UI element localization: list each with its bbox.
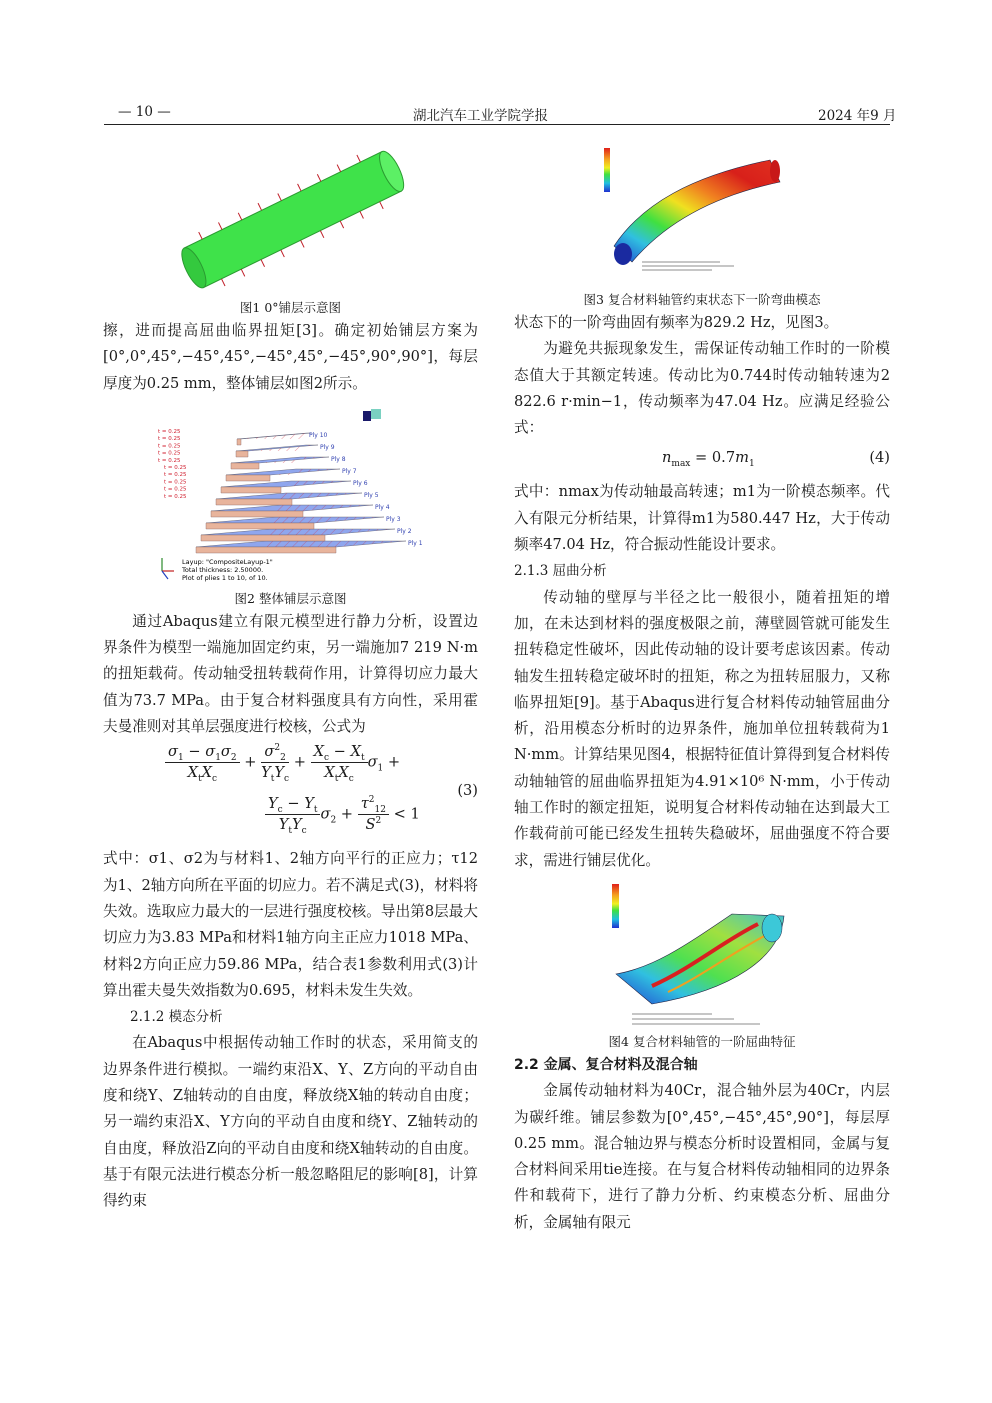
thickness-label: t = 0.25: [163, 472, 187, 479]
fig1-green-tube: [161, 134, 421, 298]
eq4-number: (4): [869, 449, 890, 467]
fig3-caption: 图3 复合材料轴管约束状态下一阶弯曲模态: [583, 292, 821, 307]
ply-label: Ply 8: [330, 455, 346, 463]
ply-hatch-9: [248, 445, 318, 451]
thickness-label: t = 0.25: [163, 493, 187, 500]
ply-hatch-2: [265, 529, 395, 535]
left-para-2: 通过Abaqus建立有限元模型进行静力分析，设置边界条件为模型一端施加固定约束，另一端施加7 219 N·m的扭矩载荷。传动轴受扭转载荷作用，计算得切应力最大值为73.7 MPa。由于复合材料强度具有方向性，采用霍夫曼准则对其单层强度进行校核，公式为: [103, 612, 478, 736]
ply-label: Ply 9: [319, 443, 335, 451]
journal-title: 湖北汽车工业学院学报: [413, 108, 548, 124]
right-column: [514, 134, 890, 1236]
fig2-layup-name: Layup: "CompositeLayup-1": [181, 557, 273, 566]
thickness-label: t = 0.25: [157, 443, 181, 450]
issue-date: 2024 年9 月: [818, 108, 897, 124]
ply-side-7: [226, 475, 270, 481]
thickness-label: t = 0.25: [157, 457, 181, 464]
section-2-2: 2.2 金属、复合材料及混合轴: [514, 1056, 698, 1073]
thickness-label: t = 0.25: [163, 479, 187, 486]
ply-label: Ply 6: [352, 479, 368, 487]
fig2-layup-thickness: Total thickness: 2.50000.: [181, 565, 263, 574]
left-para-3: 式中：σ1、σ2为与材料1、2轴方向平行的正应力；τ12为1、2轴方向所在平面的切应力。若不满足式(3)，材料将失效。选取应力最大的一层进行强度校核。导出第8层最大切应力为3.83 MPa和材料1轴方向主正应力1018 MPa、材料2方向正应力59.86 MPa，结合表1参数利用式(3)计算出霍夫曼失效指数为0.695，材料未发生失效。: [103, 850, 478, 999]
left-para-4: 在Abaqus中根据传动轴工作时的状态，采用简支的边界条件进行模拟。一端约束沿X、Y、Z方向的平动自由度和绕Y、Z轴转动的自由度，释放绕X轴的转动自由度；另一端约束沿X、Y方向的平动自由度和绕Y、Z轴转动的自由度，释放沿Z向的平动自由度和绕X轴转动的自由度。基于有限元法进行模态分析一般忽略阻尼的影响[8]，计算得约束: [103, 1034, 478, 1210]
right-para-5: 金属传动轴材料为40Cr，混合轴外层为40Cr，内层为碳纤维。铺层参数为[0°,45°,−45°,45°,90°]，每层厚0.25 mm。混合轴边界与模态分析时设置相同，金属与复合材料间采用tie连接。在与复合材料传动轴相同的边界条件和载荷下，进行了静力分析、约束模态分析、屈曲分析，金属轴有限元: [514, 1082, 890, 1231]
equation-3: $\sigma_1 - \sigma_1\sigma_2$ $X_tX_c$ + $\sigma^2_2$ $Y_tY_c$ + $X_c - X_t$ $X_tX_c$ $\sigma_1$ + $Y_c - Y_t$ $Y_tY_c$ $\sigma_2$ + $\frac{\tau^2_{12}}{S^2}$ < 1 (3): [103, 740, 478, 846]
ply-hatch-4: [275, 505, 373, 511]
ply-side-6: [221, 487, 281, 493]
ply-hatch-10: [237, 433, 311, 439]
ply-side-1: [196, 547, 336, 553]
ply-hatch-5: [280, 493, 362, 499]
page-number: — 10 —: [118, 104, 171, 120]
right-para-4: 传动轴的壁厚与半径之比一般很小，随着扭矩的增加，在未达到材料的强度极限之前，薄壁圆管就可能发生扭转稳定性破坏，因此传动轴的设计要考虑该因素。传动轴发生扭转稳定破坏时的扭矩，称之为扭转屈服力，又称临界扭矩[9]。基于Abaqus进行复合材料传动轴管屈曲分析，沿用模态分析时的边界条件，施加单位扭转载荷为1 N·mm。计算结果见图4，根据特征值计算得到复合材料传动轴轴管的屈曲临界扭矩为4.91×10⁶ N·mm，小于传动轴工作时的额定扭矩，说明复合材料传动轴在达到最大工作载荷前可能已经发生扭转失稳破坏，屈曲强度不符合要求，需进行铺层优化。: [514, 588, 890, 869]
ply-side-2: [201, 535, 325, 541]
ply-side-10: [237, 439, 241, 445]
ply-label: Ply 2: [396, 527, 412, 535]
left-para-1: 擦，进而提高屈曲临界扭矩[3]。确定初始铺层方案为[0°,0°,45°,−45°,45°,−45°,45°,−45°,90°,90°]，每层厚度为0.25 mm，整体铺层如图2所示。: [103, 322, 478, 392]
ply-side-8: [231, 463, 259, 469]
figure-4: [612, 878, 792, 1032]
thickness-label: t = 0.25: [157, 428, 181, 435]
thickness-label: t = 0.25: [163, 486, 187, 493]
ply-side-5: [216, 499, 292, 505]
ply-label: Ply 3: [385, 515, 401, 523]
section-2-1-3: 2.1.3 屈曲分析: [514, 563, 607, 580]
right-para-1: 状态下的一阶弯曲固有频率为829.2 Hz，见图3。: [514, 314, 839, 331]
right-para-3: 式中：nmax为传动轴最高转速；m1为一阶模态频率。代入有限元分析结果，计算得m1为580.447 Hz，大于传动频率47.04 Hz，符合振动性能设计要求。: [514, 483, 890, 554]
right-para-2: 为避免共振现象发生，需保证传动轴工作时的一阶模态值大于其额定转速。传动比为0.744时传动轴转速为2 822.6 r·min−1，传动频率为47.04 Hz。应满足经验公式：: [514, 340, 890, 437]
fig1-caption: 图1 0°铺层示意图: [239, 300, 342, 315]
header-rule: [104, 124, 890, 125]
eq3-number: (3): [457, 782, 478, 800]
ply-label: Ply 10: [308, 431, 327, 439]
fig4-buckling-mode: [612, 878, 792, 1032]
fig2-caption: 图2 整体铺层示意图: [234, 590, 347, 606]
equation-4: $n_{max} = 0.7m_1$ (4): [514, 441, 890, 479]
ply-side-9: [236, 451, 248, 457]
ply-label: Ply 1: [407, 539, 423, 547]
thickness-label: t = 0.25: [157, 436, 181, 443]
ply-side-4: [211, 511, 303, 517]
figure-3: [602, 134, 802, 290]
ply-label: Ply 4: [374, 503, 390, 511]
figure-1: [161, 134, 421, 298]
left-column: [103, 134, 478, 1215]
ply-hatch-3: [270, 517, 384, 523]
fig4-caption: 图4 复合材料轴管的一阶屈曲特征: [608, 1033, 796, 1049]
thickness-label: t = 0.25: [163, 464, 187, 471]
section-2-1-2: 2.1.2 模态分析: [130, 1009, 223, 1026]
fig2-layup-stair: [156, 403, 426, 589]
ply-side-3: [206, 523, 314, 529]
ply-label: Ply 7: [341, 467, 357, 475]
fig2-layup-plies: Plot of plies 1 to 10, of 10.: [181, 573, 268, 582]
ply-hatch-1: [260, 541, 406, 547]
ply-label: Ply 5: [363, 491, 379, 499]
thickness-label: t = 0.25: [157, 450, 181, 457]
figure-2: [156, 403, 426, 589]
fig3-bending-mode: [602, 134, 802, 290]
